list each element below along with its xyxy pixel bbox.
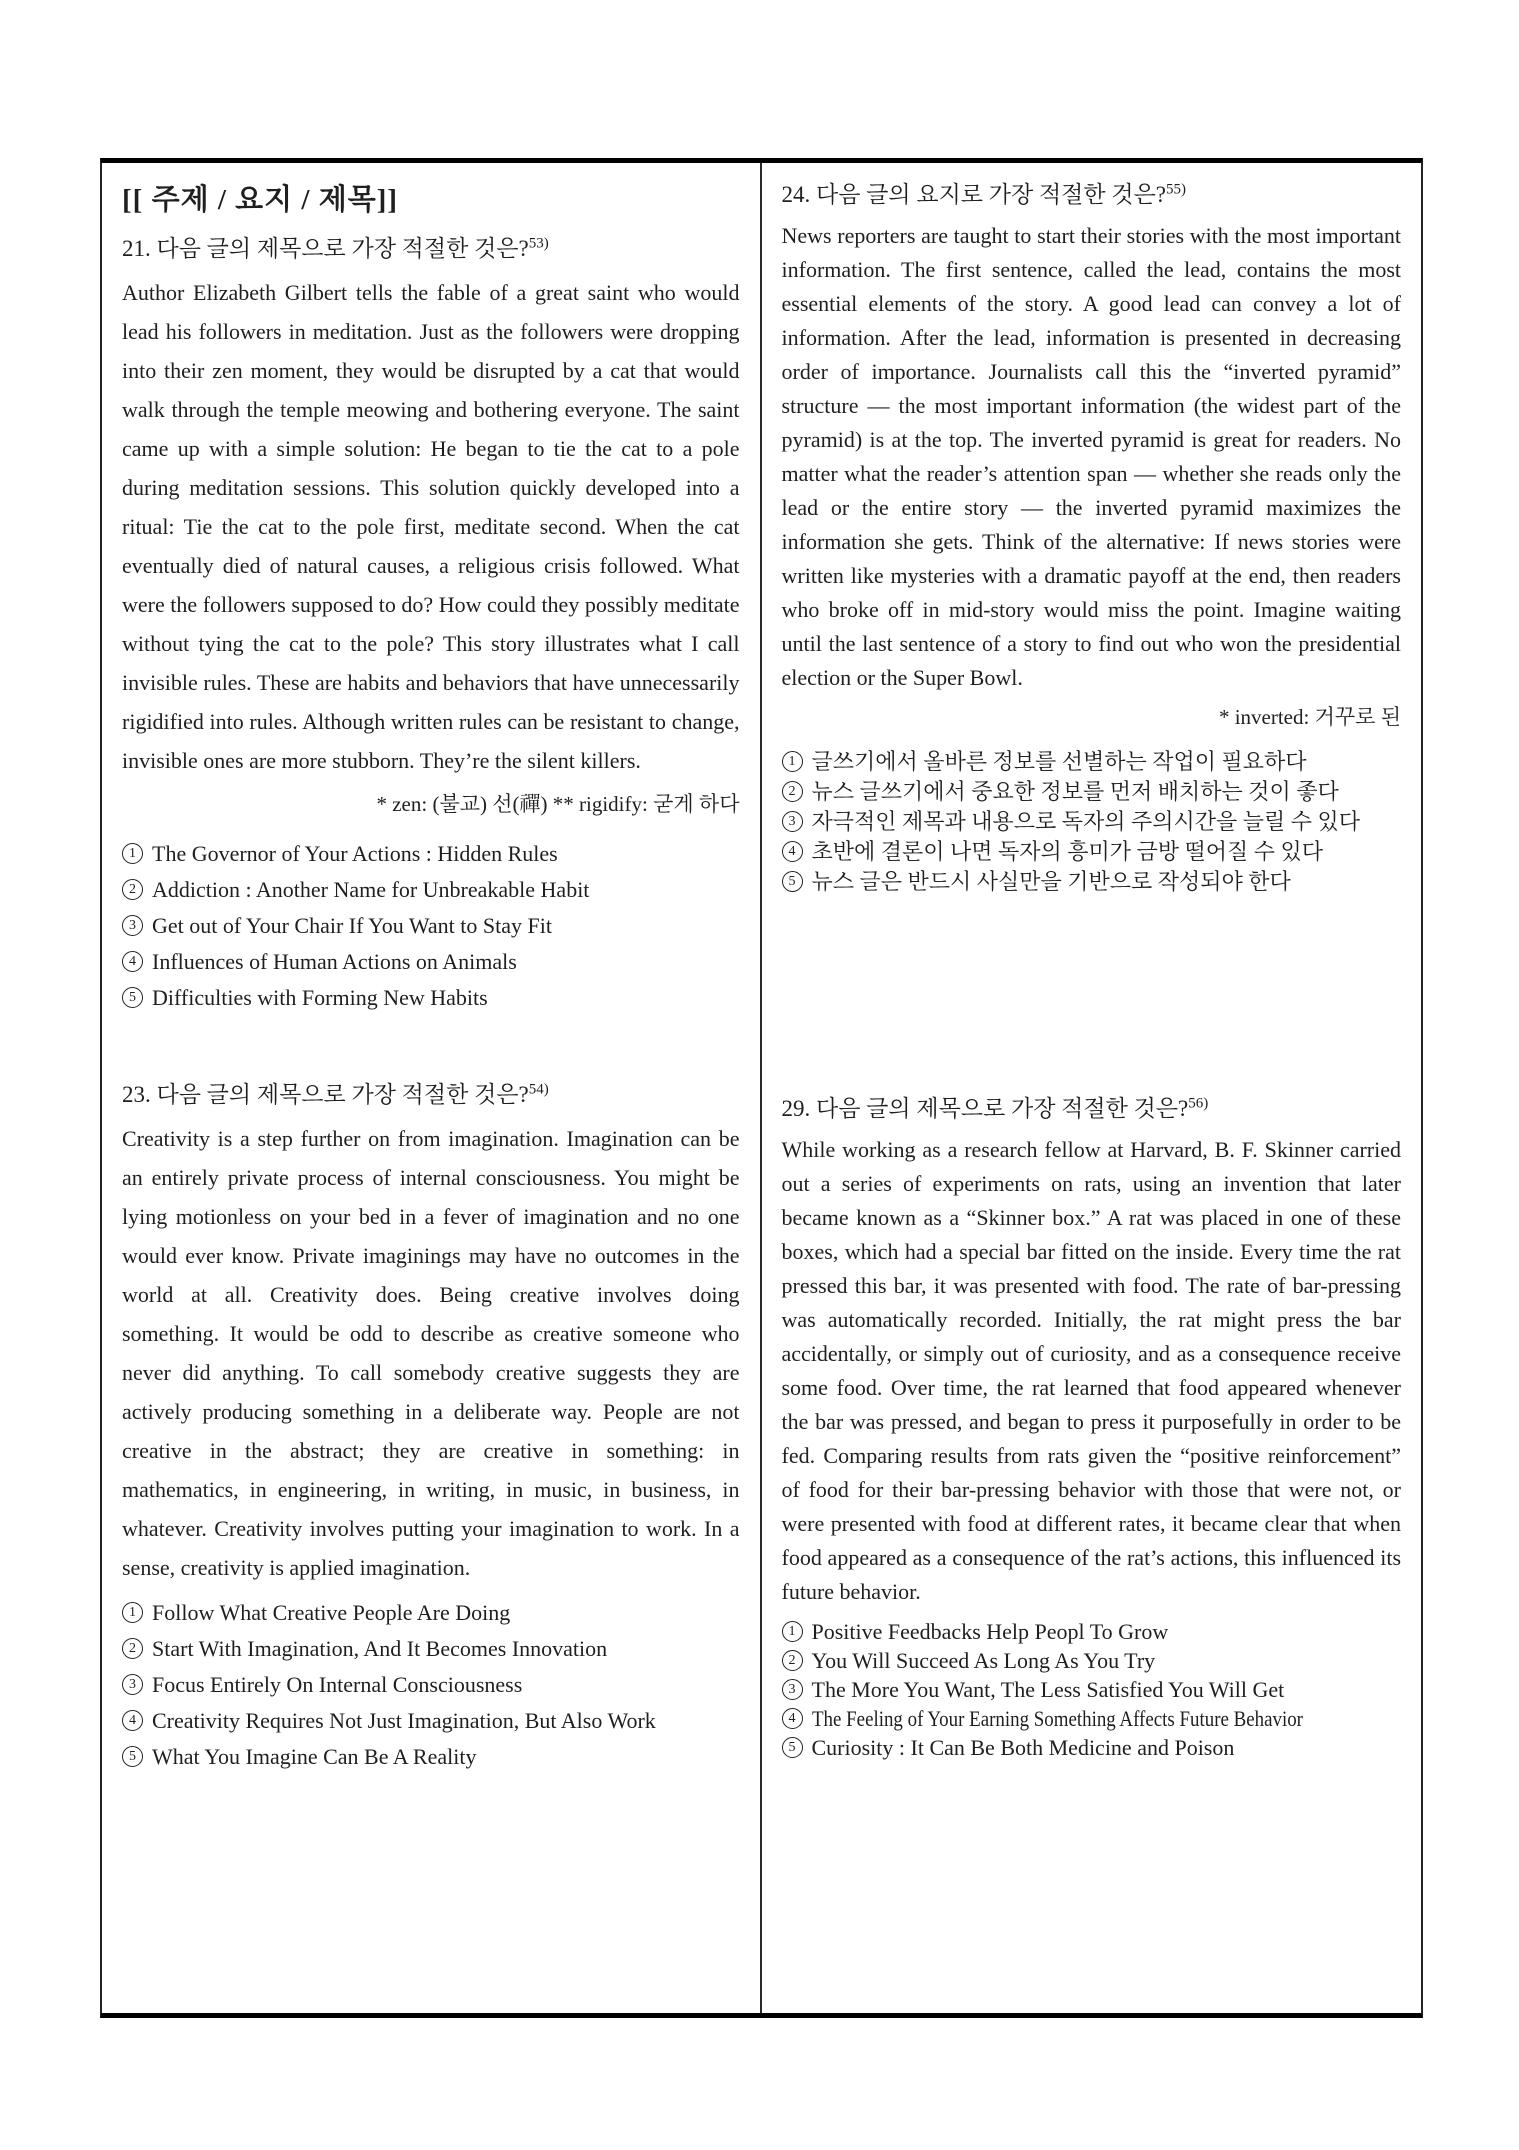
option-label: 자극적인 제목과 내용으로 독자의 주의시간을 늘릴 수 있다 — [811, 809, 1361, 834]
question-24-options — [782, 747, 1402, 897]
question-23-footnote-ref: 54) — [528, 1081, 549, 1098]
option-number-badge: 4 — [122, 951, 143, 972]
answer-option — [782, 807, 1402, 837]
option-label: Addiction : Another Name for Unbreakable Habit — [152, 877, 590, 902]
question-23-passage: Creativity is a step further on from imagination. Imagination can be an entirely private process of internal consciousness. You might be lying motionless on your bed in a fever of imagination and no one would ever know. Private imaginings may have no outcomes in the world at all. Creativity does. Being creative involves doing something. It would be odd to describe as creative someone who never did anything. To call somebody creative suggests they are actively producing something in a deliberate way. People are not creative in the abstract; they are creative in something: in mathematics, in engineering, in writing, in music, in business, in whatever. Creativity involves putting your imagination to work. In a sense, creativity is applied imagination. — [122, 1126, 740, 1580]
option-number-badge: 3 — [782, 1679, 803, 1700]
answer-option — [782, 1617, 1402, 1646]
option-number-badge: 1 — [782, 1621, 803, 1642]
option-number-badge: 5 — [122, 987, 143, 1008]
answer-option — [782, 1675, 1402, 1704]
question-24-header — [782, 179, 1402, 211]
option-number-badge: 2 — [122, 879, 143, 900]
option-label: Follow What Creative People Are Doing — [152, 1600, 511, 1625]
question-23-header — [122, 1079, 740, 1111]
answer-option — [782, 1646, 1402, 1675]
option-label: Curiosity : It Can Be Both Medicine and Poison — [811, 1735, 1235, 1760]
option-label: Focus Entirely On Internal Consciousness — [152, 1672, 523, 1697]
answer-option — [122, 872, 740, 908]
question-29 — [782, 1093, 1402, 1762]
question-29-header — [782, 1093, 1402, 1125]
answer-option — [122, 908, 740, 944]
question-29-title: 29. 다음 글의 제목으로 가장 적절한 것은? — [781, 1096, 1189, 1121]
answer-option — [122, 836, 740, 872]
option-number-badge: 3 — [122, 1674, 143, 1695]
option-number-badge: 4 — [782, 1708, 803, 1729]
section-title: [[ 주제 / 요지 / 제목]] — [122, 184, 399, 216]
answer-option — [782, 867, 1402, 897]
option-label: Get out of Your Chair If You Want to Stay Fit — [152, 913, 552, 938]
option-label: Influences of Human Actions on Animals — [152, 949, 517, 974]
option-label: 글쓰기에서 올바른 정보를 선별하는 작업이 필요하다 — [811, 749, 1307, 774]
question-21-options — [122, 836, 740, 1016]
question-24-footnote-ref: 55) — [1166, 181, 1187, 198]
option-number-badge: 3 — [122, 915, 143, 936]
answer-option — [122, 1739, 740, 1775]
question-21 — [122, 233, 740, 1016]
option-number-badge: 5 — [782, 871, 803, 892]
option-number-badge: 1 — [122, 1602, 143, 1623]
question-24-passage: News reporters are taught to start their stories with the most important information. The first sentence, called the lead, contains the most essential elements of the story. A good lead can convey a lot of information. After the lead, information is presented in decreasing order of importance. Journalists call this the “inverted pyramid” structure — the most important information (the widest part of the pyramid) is at the top. The inverted pyramid is great for readers. No matter what the reader’s attention span — whether she reads only the lead or the entire story — the inverted pyramid maximizes the information she gets. Think of the alternative: If news stories were written like mysteries with a dramatic payoff at the end, then readers who broke off in mid-story would miss the point. Imagine waiting until the last sentence of a story to find out who won the presidential election or the Super Bowl. — [781, 223, 1401, 690]
question-24 — [782, 179, 1402, 897]
question-21-passage: Author Elizabeth Gilbert tells the fable of a great saint who would lead his followers in meditation. Just as the followers were dropping into their zen moment, they would be disrupted by a cat that would walk through the temple meowing and bothering everyone. The saint came up with a simple solution: He began to tie the cat to a pole during meditation sessions. This solution quickly developed into a ritual: Tie the cat to the pole first, meditate second. When the cat eventually died of natural causes, a religious crisis followed. What were the followers supposed to do? How could they possibly meditate without tying the cat to the pole? This story illustrates what I call invisible rules. These are habits and behaviors that have unnecessarily rigidified into rules. Although written rules can be resistant to change, invisible ones are more stubborn. They’re the silent killers. — [122, 280, 740, 773]
answer-option — [782, 837, 1402, 867]
option-label: The Governor of Your Actions : Hidden Rules — [152, 841, 558, 866]
option-label: Difficulties with Forming New Habits — [152, 985, 488, 1010]
question-21-header — [122, 233, 740, 265]
answer-option — [122, 1667, 740, 1703]
question-29-footnote-ref: 56) — [1188, 1095, 1209, 1112]
answer-option — [122, 980, 740, 1016]
option-label: The Feeling of Your Earning Something Affects Future Behavior — [811, 1706, 1303, 1731]
option-number-badge: 2 — [122, 1638, 143, 1659]
option-number-badge: 5 — [782, 1737, 803, 1758]
answer-option — [782, 777, 1402, 807]
option-number-badge: 5 — [122, 1746, 143, 1767]
option-label: What You Imagine Can Be A Reality — [152, 1744, 477, 1769]
worksheet-frame — [100, 158, 1423, 2018]
option-label: Start With Imagination, And It Becomes Innovation — [152, 1636, 608, 1661]
option-label: You Will Succeed As Long As You Try — [811, 1648, 1156, 1673]
question-23 — [122, 1079, 740, 1775]
option-number-badge: 4 — [122, 1710, 143, 1731]
option-label: Positive Feedbacks Help Peopl To Grow — [811, 1619, 1169, 1644]
question-24-title: 24. 다음 글의 요지로 가장 적절한 것은? — [781, 182, 1167, 207]
answer-option — [122, 944, 740, 980]
question-21-glossary-note: * zen: (불교) 선(禪) ** rigidify: 굳게 하다 — [376, 792, 740, 816]
answer-option — [782, 1733, 1402, 1762]
option-number-badge: 4 — [782, 841, 803, 862]
question-29-passage: While working as a research fellow at Harvard, B. F. Skinner carried out a series of experiments on rats, using an invention that later became known as a “Skinner box.” A rat was placed in one of these boxes, which had a special bar fitted on the inside. Every time the rat pressed this bar, it was presented with food. The rate of bar-pressing was automatically recorded. Initially, the rat might press the bar accidentally, or simply out of curiosity, and as a consequence receive some food. Over time, the rat learned that food appeared whenever the bar was pressed, and began to press it purposefully in order to be fed. Comparing results from rats given the “positive reinforcement” of food for their bar-pressing behavior with those that were not, or were presented with food at different rates, it became clear that when food appeared as a consequence of the rat’s actions, this influenced its future behavior. — [781, 1137, 1401, 1604]
question-23-options — [122, 1595, 740, 1775]
option-label: 뉴스 글쓰기에서 중요한 정보를 먼저 배치하는 것이 좋다 — [811, 779, 1339, 804]
question-21-footnote-ref: 53) — [528, 235, 549, 252]
question-21-title: 21. 다음 글의 제목으로 가장 적절한 것은? — [122, 236, 529, 261]
right-column — [762, 163, 1422, 2013]
answer-option — [782, 747, 1402, 777]
answer-option — [122, 1631, 740, 1667]
option-number-badge: 2 — [782, 1650, 803, 1671]
option-label: 초반에 결론이 나면 독자의 흥미가 금방 떨어질 수 있다 — [811, 839, 1324, 864]
option-number-badge: 1 — [782, 751, 803, 772]
option-label: 뉴스 글은 반드시 사실만을 기반으로 작성되야 한다 — [811, 869, 1291, 894]
option-number-badge: 2 — [782, 781, 803, 802]
answer-option — [782, 1704, 1402, 1733]
option-number-badge: 1 — [122, 843, 143, 864]
option-number-badge: 3 — [782, 811, 803, 832]
left-column — [102, 163, 762, 2013]
answer-option — [122, 1703, 740, 1739]
answer-option — [122, 1595, 740, 1631]
option-label: Creativity Requires Not Just Imagination, But Also Work — [152, 1708, 656, 1733]
option-label: The More You Want, The Less Satisfied You Will Get — [811, 1677, 1285, 1702]
question-29-options — [782, 1617, 1402, 1762]
question-23-title: 23. 다음 글의 제목으로 가장 적절한 것은? — [122, 1082, 529, 1107]
question-24-glossary-note: * inverted: 거꾸로 된 — [1218, 705, 1401, 729]
